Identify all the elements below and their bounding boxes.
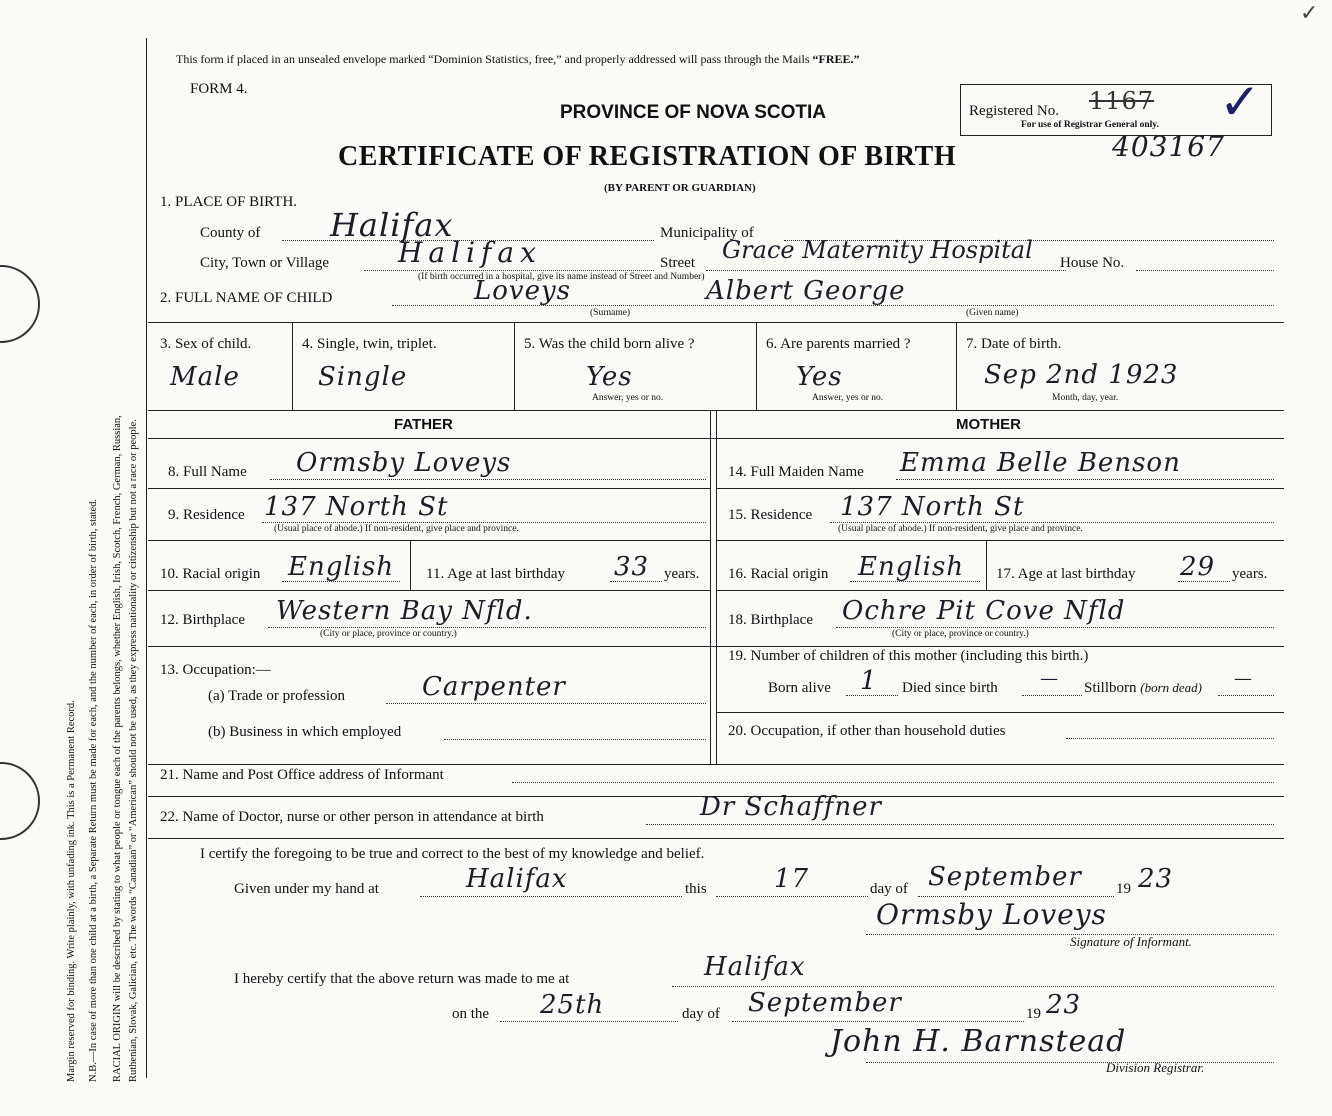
attendant-label: 22. Name of Doctor, nurse or other person in attendance at birth — [160, 809, 544, 825]
rule-heading — [148, 438, 1284, 439]
mother-residence-caption: (Usual place of abode.) If non-resident, give place and province. — [838, 524, 1083, 534]
side-note-1: Margin reserved for binding. Write plainly, with unfading ink. This is a Permanent Record. — [66, 700, 77, 1082]
on-the-label: on the — [452, 1006, 490, 1022]
father-racial-divider — [410, 540, 411, 590]
rule-mother-3 — [716, 590, 1284, 591]
given-name-value: Albert George — [706, 276, 906, 306]
born-alive-count-value: 1 — [860, 666, 878, 696]
stillborn-value: — — [1234, 668, 1253, 689]
business-label: (b) Business in which employed — [208, 724, 402, 740]
mother-racial-divider — [986, 540, 987, 590]
city-line — [364, 270, 654, 271]
parents-divider-a — [710, 410, 711, 765]
side-note-4: Ruthenian, Slovak, Galician, etc. The words “Canadian” or “American” should not be used, as they express nationality or citizenship but not a race or people. — [128, 419, 139, 1082]
registered-value: 1167 — [1089, 87, 1155, 115]
given-day-of-label: day of — [870, 881, 908, 897]
trade-line — [386, 703, 706, 704]
mother-residence-label: 15. Residence — [728, 507, 813, 523]
given-year-prefix: 19 — [1116, 881, 1131, 897]
form-number: FORM 4. — [190, 81, 248, 97]
city-value: Halifax — [398, 236, 542, 269]
registrar-day-line — [500, 1021, 678, 1022]
col-divider-4 — [956, 322, 957, 410]
mother-name-value: Emma Belle Benson — [900, 448, 1181, 478]
father-birthplace-caption: (City or place, province or country.) — [320, 629, 457, 639]
document-title: CERTIFICATE OF REGISTRATION OF BIRTH — [338, 141, 957, 172]
attendant-line — [646, 824, 1274, 825]
certify-statement: I certify the foregoing to be true and correct to the best of my knowledge and belief. — [200, 846, 705, 862]
given-name-caption: (Given name) — [966, 308, 1019, 318]
mother-occupation-line — [1066, 738, 1274, 739]
house-label: House No. — [1060, 255, 1125, 271]
rule-father-1 — [148, 488, 710, 489]
father-age-label: 11. Age at last birthday — [426, 566, 565, 582]
registrar-signature-line — [866, 1062, 1274, 1063]
registrar-place-value: Halifax — [704, 952, 806, 982]
binding-hole-top — [0, 265, 40, 343]
col-divider-1 — [292, 322, 293, 410]
registrar-year-prefix: 19 — [1026, 1006, 1041, 1022]
sex-label: 3. Sex of child. — [160, 336, 252, 352]
father-name-value: Ormsby Loveys — [296, 448, 512, 478]
this-label: this — [685, 881, 707, 897]
born-alive-count-label: Born alive — [768, 680, 831, 696]
side-note-3: RACIAL ORIGIN will be described by stating to what people or tongue each of the parents belongs, whether English, Irish, Scotch, French, German, Russian, — [112, 415, 123, 1082]
corner-tick: ✓ — [1300, 0, 1319, 25]
occupation-label: 13. Occupation:— — [160, 662, 271, 678]
business-line — [444, 739, 706, 740]
surname-caption: (Surname) — [590, 308, 631, 318]
street-value: Grace Maternity Hospital — [722, 236, 1033, 264]
col-divider-2 — [514, 322, 515, 410]
rule-mother-4 — [716, 712, 1284, 713]
given-day-line — [716, 896, 868, 897]
check-mark: ✓ — [1219, 73, 1262, 131]
born-alive-label: 5. Was the child born alive ? — [524, 336, 695, 352]
died-since-birth-value: — — [1040, 668, 1059, 689]
parents-married-caption: Answer, yes or no. — [812, 393, 884, 403]
mother-birthplace-caption: (City or place, province or country.) — [892, 629, 1029, 639]
father-age-value: 33 — [614, 552, 650, 582]
father-residence-caption: (Usual place of abode.) If non-resident, give place and province. — [274, 524, 519, 534]
city-label: City, Town or Village — [200, 255, 330, 271]
date-of-birth-label: 7. Date of birth. — [966, 336, 1062, 352]
rule-mother-1 — [716, 488, 1284, 489]
plurality-label: 4. Single, twin, triplet. — [302, 336, 437, 352]
registrar-statement: I hereby certify that the above return was made to me at — [234, 971, 570, 987]
rule-top — [148, 322, 1284, 323]
child-name-label: 2. FULL NAME OF CHILD — [160, 290, 333, 306]
mother-birthplace-line — [836, 627, 1274, 628]
parents-married-value: Yes — [796, 362, 843, 392]
informant-signature-caption: Signature of Informant. — [1070, 934, 1192, 949]
children-count-label: 19. Number of children of this mother (including this birth.) — [728, 648, 1089, 664]
registrar-use-note: For use of Registrar General only. — [1021, 120, 1159, 130]
mother-name-line — [896, 479, 1274, 480]
place-of-birth-label: 1. PLACE OF BIRTH. — [160, 194, 298, 210]
born-alive-value: Yes — [586, 362, 633, 392]
street-label: Street — [660, 255, 695, 271]
side-note-2: N.B.—In case of more than one child at a birth, a Separate Return must be made for each, and the number of each, in order of birth, stated. — [88, 498, 99, 1082]
hospital-note: (If birth occurred in a hospital, give its name instead of Street and Number) — [418, 272, 705, 282]
mother-occupation-label: 20. Occupation, if other than household duties — [728, 723, 1006, 739]
mother-residence-line — [830, 522, 1274, 523]
mother-age-unit: years. — [1232, 566, 1268, 582]
sex-value: Male — [170, 362, 240, 392]
registrar-year-value: 23 — [1046, 990, 1082, 1020]
county-label: County of — [200, 225, 261, 241]
given-day-value: 17 — [774, 864, 810, 894]
plurality-value: Single — [318, 362, 408, 392]
county-value: Halifax — [330, 206, 454, 244]
municipality-label: Municipality of — [660, 225, 754, 241]
mother-residence-value: 137 North St — [840, 492, 1025, 522]
given-year-value: 23 — [1138, 864, 1174, 894]
father-birthplace-label: 12. Birthplace — [160, 612, 245, 628]
date-of-birth-caption: Month, day, year. — [1052, 393, 1119, 403]
father-racial-label: 10. Racial origin — [160, 566, 261, 582]
province-heading: PROVINCE OF NOVA SCOTIA — [560, 102, 827, 123]
given-under-label: Given under my hand at — [234, 881, 379, 897]
document-subtitle: (BY PARENT OR GUARDIAN) — [604, 182, 756, 194]
registrar-signature-caption: Division Registrar. — [1106, 1060, 1205, 1075]
father-heading: FATHER — [394, 416, 453, 433]
father-residence-value: 137 North St — [264, 492, 449, 522]
given-month-line — [918, 896, 1114, 897]
father-age-unit: years. — [664, 566, 700, 582]
registered-box — [960, 73, 1272, 136]
parents-married-label: 6. Are parents married ? — [766, 336, 911, 352]
father-name-line — [270, 479, 706, 480]
given-month-value: September — [928, 862, 1082, 892]
father-residence-label: 9. Residence — [168, 507, 245, 523]
binding-hole-bottom — [0, 762, 40, 840]
attendant-value: Dr Schaffner — [700, 792, 882, 822]
date-of-birth-value: Sep 2nd 1923 — [984, 360, 1179, 390]
father-racial-value: English — [288, 552, 395, 582]
mother-heading: MOTHER — [956, 416, 1021, 433]
father-birthplace-line — [268, 627, 706, 628]
informant-line — [512, 782, 1274, 783]
given-place-value: Halifax — [466, 864, 568, 894]
rule-22 — [148, 838, 1284, 839]
trade-value: Carpenter — [422, 672, 566, 702]
margin-rule — [146, 38, 147, 1078]
registrar-place-line — [672, 986, 1274, 987]
stillborn-line — [1218, 695, 1274, 696]
mother-name-label: 14. Full Maiden Name — [728, 464, 864, 480]
col-divider-3 — [756, 322, 757, 410]
mother-birthplace-label: 18. Birthplace — [728, 612, 813, 628]
registrar-month-value: September — [748, 988, 902, 1018]
mother-birthplace-value: Ochre Pit Cove Nfld — [842, 596, 1126, 626]
registrar-day-value: 25th — [540, 990, 605, 1020]
street-line — [706, 270, 1066, 271]
born-alive-caption: Answer, yes or no. — [592, 393, 664, 403]
rule-father-2 — [148, 540, 710, 541]
rule-mother-2 — [716, 540, 1284, 541]
father-birthplace-value: Western Bay Nfld. — [276, 596, 533, 626]
surname-value: Loveys — [474, 276, 572, 306]
mother-racial-label: 16. Racial origin — [728, 566, 829, 582]
rule-father-4 — [148, 646, 1284, 647]
trade-label: (a) Trade or profession — [208, 688, 346, 704]
father-name-label: 8. Full Name — [168, 464, 247, 480]
stamp-number: 403167 — [1112, 130, 1225, 163]
mother-age-label: 17. Age at last birthday — [996, 566, 1136, 582]
registered-label: Registered No. — [969, 103, 1059, 119]
rule-father-3 — [148, 590, 710, 591]
informant-signature: Ormsby Loveys — [876, 898, 1107, 931]
registrar-signature: John H. Barnstead — [830, 1024, 1127, 1059]
father-residence-line — [262, 522, 706, 523]
registrar-month-line — [732, 1021, 1024, 1022]
mother-age-value: 29 — [1180, 552, 1216, 582]
house-line — [1136, 270, 1274, 271]
informant-label: 21. Name and Post Office address of Informant — [160, 767, 444, 783]
rule-parents-bottom — [148, 764, 1284, 765]
mother-racial-value: English — [858, 552, 965, 582]
died-since-birth-label: Died since birth — [902, 680, 998, 696]
registrar-day-of-label: day of — [682, 1006, 720, 1022]
died-since-birth-line — [1022, 695, 1082, 696]
mail-notice: This form if placed in an unsealed envelope marked “Dominion Statistics, free,” and properly addressed will pass through the Mails “FREE.” — [176, 52, 860, 66]
given-place-line — [420, 896, 682, 897]
stillborn-label: Stillborn (born dead) — [1084, 680, 1203, 696]
